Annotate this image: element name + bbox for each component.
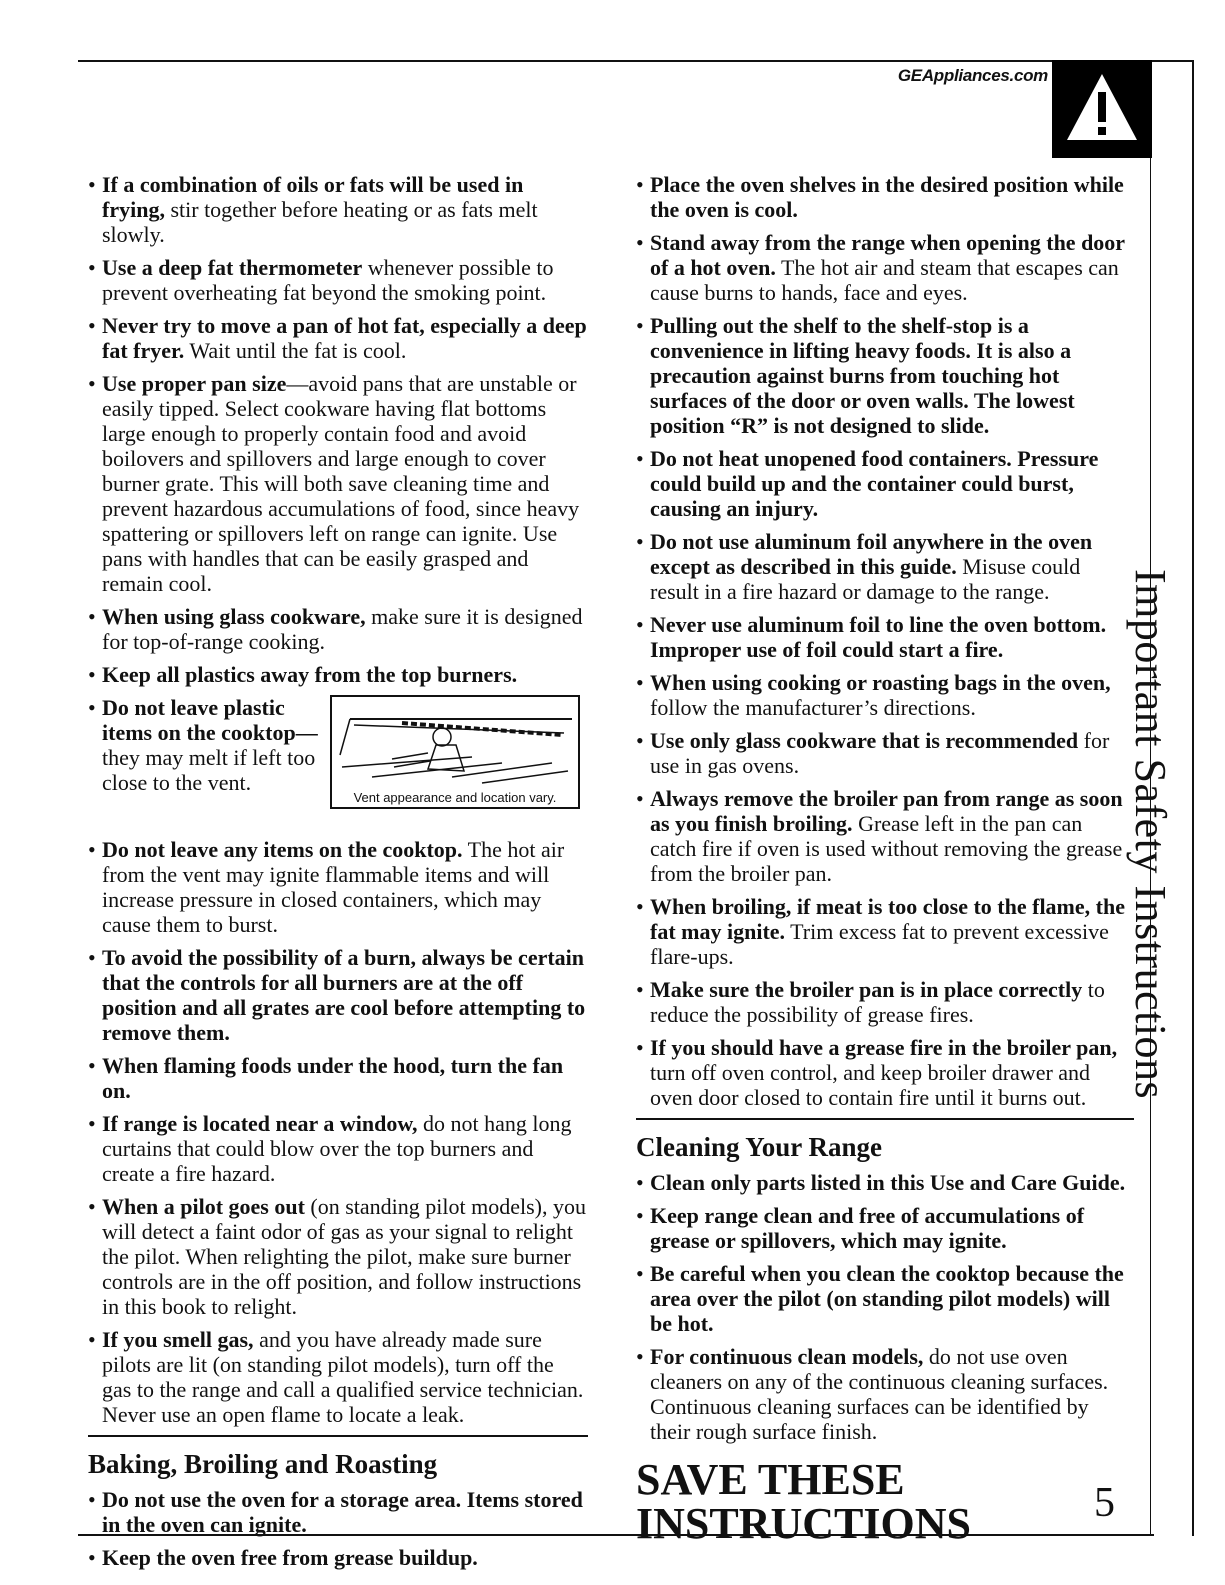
left-column	[88, 172, 588, 1578]
list-item: • Keep range clean and free of accumulations of grease or spillovers, which may ignite.	[636, 1203, 1134, 1253]
cooktop-vent-drawing	[332, 697, 578, 789]
list-item: • Do not use the oven for a storage area. Items stored in the oven can ignite.	[88, 1487, 588, 1537]
figure-caption: Vent appearance and location vary.	[353, 790, 557, 805]
list-item: • Keep the oven free from grease buildup.	[88, 1545, 588, 1570]
section-heading: Baking, Broiling and Roasting	[88, 1449, 438, 1479]
section-divider	[88, 1435, 588, 1437]
list-item: • Always remove the broiler pan from range as soon as you finish broiling. Grease left in the pan can catch fire if oven is used without removing the grease from the broiler pan.	[636, 786, 1134, 886]
warning-triangle-icon	[1066, 72, 1138, 142]
list-item: • If you should have a grease fire in the broiler pan, turn off oven control, and keep broiler drawer and oven door closed to contain fire until it burns out.	[636, 1035, 1134, 1110]
list-item: • Clean only parts listed in this Use and Care Guide.	[636, 1170, 1134, 1195]
vent-illustration	[330, 695, 580, 809]
list-item: • Use a deep fat thermometer whenever possible to prevent overheating fat beyond the smoking point.	[88, 255, 588, 305]
list-item: • Pulling out the shelf to the shelf-stop is a convenience in lifting heavy foods. It is also a precaution against burns from touching hot surfaces of the door or oven walls. The lowest position “R” is not designed to slide.	[636, 313, 1134, 438]
list-item: • Do not leave plastic items on the cooktop— they may melt if left too close to the vent.	[88, 695, 332, 795]
list-item: • When using cooking or roasting bags in the oven, follow the manufacturer’s directions.	[636, 670, 1134, 720]
right-column	[636, 172, 1134, 1546]
list-item: • If range is located near a window, do not hang long curtains that could blow over the top burners and create a fire hazard.	[88, 1111, 588, 1186]
list-item: • When flaming foods under the hood, turn the fan on.	[88, 1053, 588, 1103]
sidebar-title: Important Safety Instructions	[1126, 569, 1175, 1100]
list-item: • Place the oven shelves in the desired position while the oven is cool.	[636, 172, 1134, 222]
list-item: • To avoid the possibility of a burn, always be certain that the controls for all burners are at the off position and all grates are cool before attempting to remove them.	[88, 945, 588, 1045]
list-item: • Keep all plastics away from the top burners.	[88, 662, 588, 687]
warning-box	[1052, 60, 1152, 158]
top-rule	[78, 60, 1194, 62]
list-item: • For continuous clean models, do not use oven cleaners on any of the continuous cleaning surfaces. Continuous cleaning surfaces can be identified by their rough surface finish.	[636, 1344, 1134, 1444]
figure-list-item	[88, 695, 588, 833]
page-number: 5	[1094, 1480, 1115, 1526]
list-item: • Be careful when you clean the cooktop because the area over the pilot (on standing pilot models) will be hot.	[636, 1261, 1134, 1336]
list-item: • When using glass cookware, make sure it is designed for top-of-range cooking.	[88, 604, 588, 654]
list-item: • Use proper pan size—avoid pans that are unstable or easily tipped. Select cookware having flat bottoms large enough to properly contain food and avoid boilovers and spillovers and large enough to cover burner grate. This will both save cleaning time and prevent hazardous accumulations of food, since heavy spattering or spillovers left on range can ignite. Use pans with handles that can be easily grasped and remain cool.	[88, 371, 588, 596]
list-item: • Use only glass cookware that is recommended for use in gas ovens.	[636, 728, 1134, 778]
right-rule	[1192, 60, 1194, 1536]
list-item: • Never use aluminum foil to line the oven bottom. Improper use of foil could start a fire.	[636, 612, 1134, 662]
save-line-2: INSTRUCTIONS	[636, 1499, 971, 1548]
left-items-2	[88, 837, 588, 1427]
list-item: • Do not leave any items on the cooktop. The hot air from the vent may ignite flammable items and will increase pressure in closed containers, which may cause them to burst.	[88, 837, 588, 937]
list-item: • Make sure the broiler pan is in place correctly to reduce the possibility of grease fires.	[636, 977, 1134, 1027]
left-items	[88, 172, 588, 687]
list-item: • Stand away from the range when opening the door of a hot oven. The hot air and steam that escapes can cause burns to hands, face and eyes.	[636, 230, 1134, 305]
section-divider	[636, 1118, 1134, 1120]
list-item: • Do not use aluminum foil anywhere in the oven except as described in this guide. Misuse could result in a fire hazard or damage to the range.	[636, 529, 1134, 604]
list-item: • If you smell gas, and you have already made sure pilots are lit (on standing pilot models), turn off the gas to the range and call a qualified service technician. Never use an open flame to locate a leak.	[88, 1327, 588, 1427]
list-item: • When broiling, if meat is too close to the flame, the fat may ignite. Trim excess fat to prevent excessive flare-ups.	[636, 894, 1134, 969]
list-item: • Never try to move a pan of hot fat, especially a deep fat fryer. Wait until the fat is cool.	[88, 313, 588, 363]
list-item: • Do not heat unopened food containers. Pressure could build up and the container could burst, causing an injury.	[636, 446, 1134, 521]
save-line-1: SAVE THESE	[636, 1455, 905, 1504]
section-heading: Cleaning Your Range	[636, 1132, 883, 1162]
save-instructions-heading	[636, 1455, 1134, 1548]
list-item: • When a pilot goes out (on standing pilot models), you will detect a faint odor of gas as your signal to relight the pilot. When relighting the pilot, make sure burner controls are in the off position, and follow instructions in this book to relight.	[88, 1194, 588, 1319]
site-url[interactable]: GEAppliances.com	[897, 66, 1048, 85]
list-item: • If a combination of oils or fats will be used in frying, stir together before heating or as fats melt slowly.	[88, 172, 588, 247]
